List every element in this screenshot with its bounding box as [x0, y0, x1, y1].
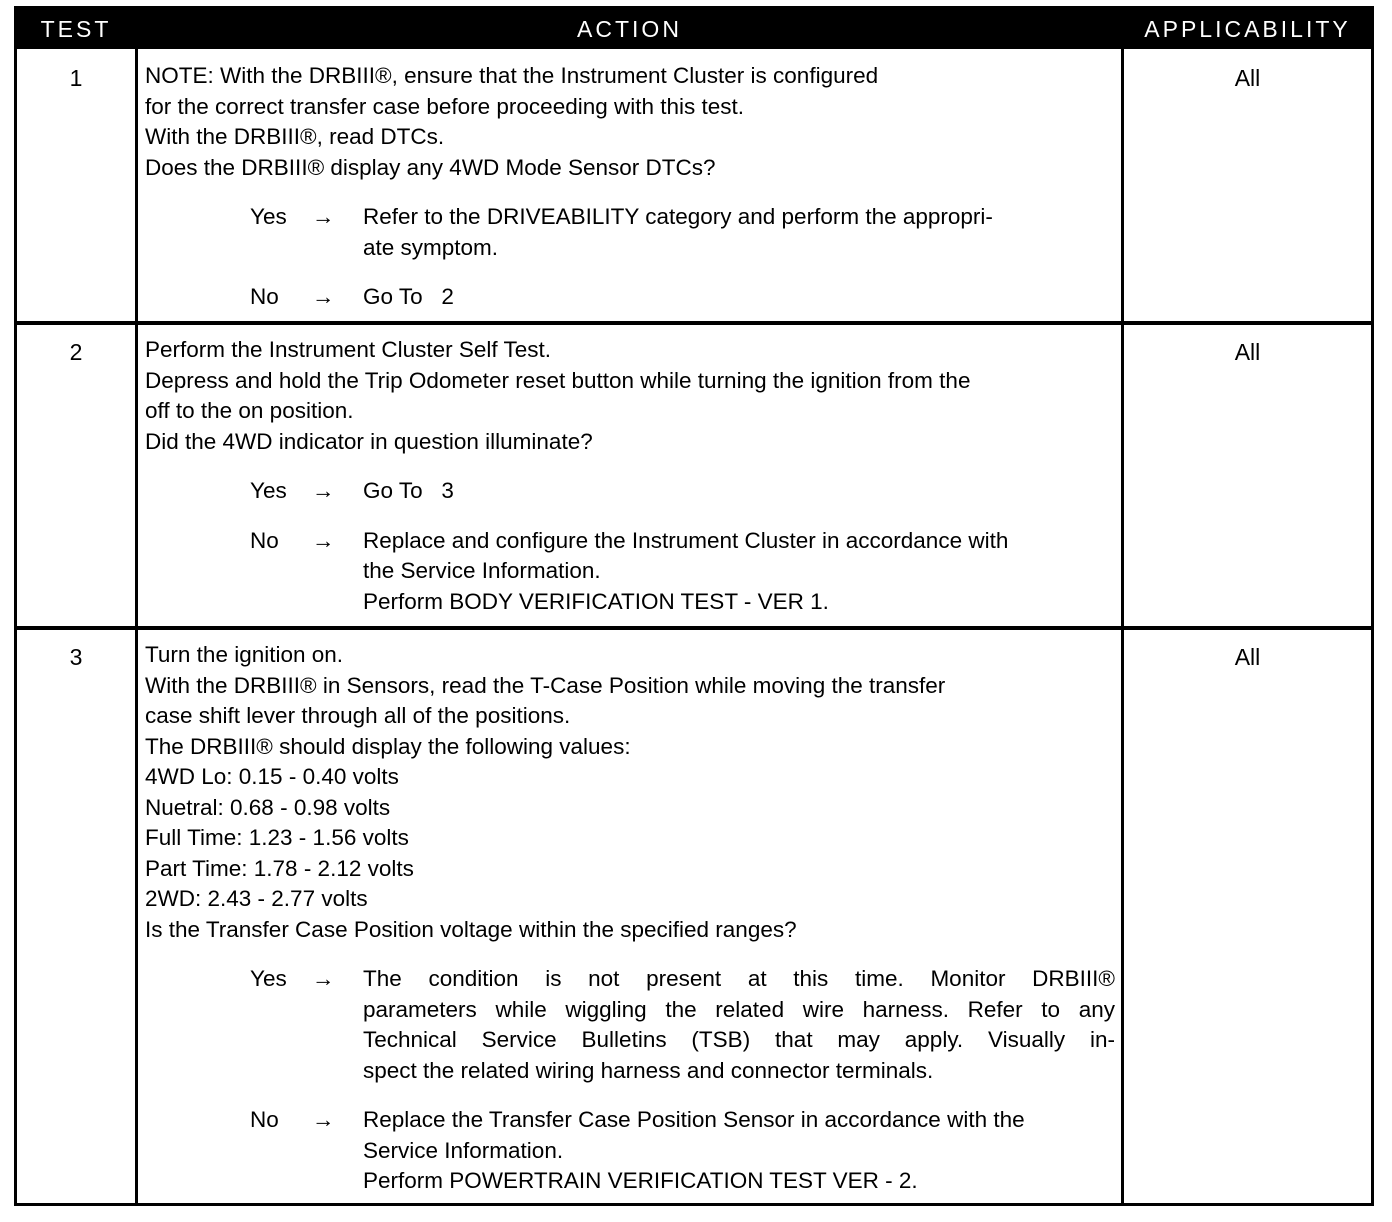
action-line: for the correct transfer case before proceeding with this test.	[145, 93, 745, 119]
arrow-icon: →	[312, 204, 335, 229]
applicability-value: All	[1234, 339, 1261, 365]
header-test: TEST	[40, 16, 112, 42]
action-line: Perform the Instrument Cluster Self Test.	[145, 337, 551, 362]
no-label: No	[250, 527, 279, 553]
test-action	[145, 335, 1115, 617]
arrow-icon: →	[312, 478, 335, 503]
row-divider	[17, 626, 1371, 630]
diagnostic-table	[14, 6, 1374, 1206]
no-label: No	[250, 1107, 279, 1132]
no-text-line: Replace the Transfer Case Position Sensor in accordance with the	[363, 1107, 1025, 1132]
arrow-icon: →	[312, 527, 335, 553]
test-action	[145, 640, 1115, 1197]
arrow-icon: →	[312, 1107, 335, 1132]
action-line: case shift lever through all of the positions.	[145, 703, 571, 728]
yes-text-line: Technical Service Bulletins (TSB) that may apply. Visually in-	[363, 1027, 1115, 1052]
header-applicability: APPLICABILITY	[1144, 16, 1351, 42]
no-option	[145, 282, 1115, 313]
action-line: The DRBIII® should display the following values:	[145, 733, 631, 759]
no-option	[145, 526, 1115, 618]
test-number: 2	[69, 339, 83, 365]
yes-text-line: The condition is not present at this time. Monitor DRBIII®	[363, 966, 1115, 991]
no-text-line: Perform POWERTRAIN VERIFICATION TEST VER - 2.	[363, 1168, 918, 1193]
yes-text-line: Go To 3	[363, 478, 454, 503]
no-text-line: Service Information.	[363, 1137, 564, 1163]
action-line: Part Time: 1.78 - 2.12 volts	[145, 855, 414, 881]
action-line: Depress and hold the Trip Odometer reset button while turning the ignition from the	[145, 367, 971, 393]
no-label: No	[250, 284, 279, 309]
action-text	[145, 61, 1115, 183]
action-line: Does the DRBIII® display any 4WD Mode Sensor DTCs?	[145, 154, 716, 180]
yes-option	[145, 202, 1115, 263]
yes-text-line: parameters while wiggling the related wire harness. Refer to any	[363, 996, 1115, 1022]
applicability-value: All	[1234, 65, 1261, 91]
action-text	[145, 640, 1115, 945]
yes-label: Yes	[250, 478, 287, 503]
no-text-line: the Service Information.	[363, 558, 601, 583]
action-line: Is the Transfer Case Position voltage within the specified ranges?	[145, 916, 797, 942]
arrow-icon: →	[312, 284, 335, 309]
yes-text-line: Refer to the DRIVEABILITY category and perform the appropri-	[363, 204, 993, 229]
action-line: 4WD Lo: 0.15 - 0.40 volts	[145, 764, 399, 789]
action-line: 2WD: 2.43 - 2.77 volts	[145, 886, 368, 911]
action-line: With the DRBIII®, read DTCs.	[145, 124, 445, 149]
no-option	[145, 1105, 1115, 1197]
action-line: Did the 4WD indicator in question illuminate?	[145, 428, 593, 454]
action-text	[145, 335, 1115, 457]
action-line: off to the on position.	[145, 398, 354, 423]
action-line: With the DRBIII® in Sensors, read the T-Case Position while moving the transfer	[145, 672, 946, 698]
test-action	[145, 61, 1115, 313]
header-action: ACTION	[577, 16, 682, 42]
yes-label: Yes	[250, 966, 287, 991]
yes-option	[145, 476, 1115, 507]
arrow-icon: →	[312, 966, 335, 991]
test-number: 1	[69, 65, 83, 91]
action-line: NOTE: With the DRBIII®, ensure that the Instrument Cluster is configured	[145, 63, 879, 88]
action-line: Full Time: 1.23 - 1.56 volts	[145, 825, 409, 850]
no-text-line: Perform BODY VERIFICATION TEST - VER 1.	[363, 588, 829, 614]
applicability-value: All	[1234, 644, 1261, 670]
yes-option	[145, 964, 1115, 1086]
no-text-line: Replace and configure the Instrument Cluster in accordance with	[363, 527, 1009, 553]
action-line: Turn the ignition on.	[145, 642, 344, 667]
action-line: Nuetral: 0.68 - 0.98 volts	[145, 794, 391, 820]
yes-label: Yes	[250, 204, 287, 229]
row-divider	[17, 321, 1371, 325]
yes-text-line: spect the related wiring harness and connector terminals.	[363, 1057, 934, 1083]
test-number: 3	[69, 644, 83, 670]
table-header	[17, 9, 1371, 49]
no-text-line: Go To 2	[363, 284, 454, 309]
yes-text-line: ate symptom.	[363, 234, 499, 260]
